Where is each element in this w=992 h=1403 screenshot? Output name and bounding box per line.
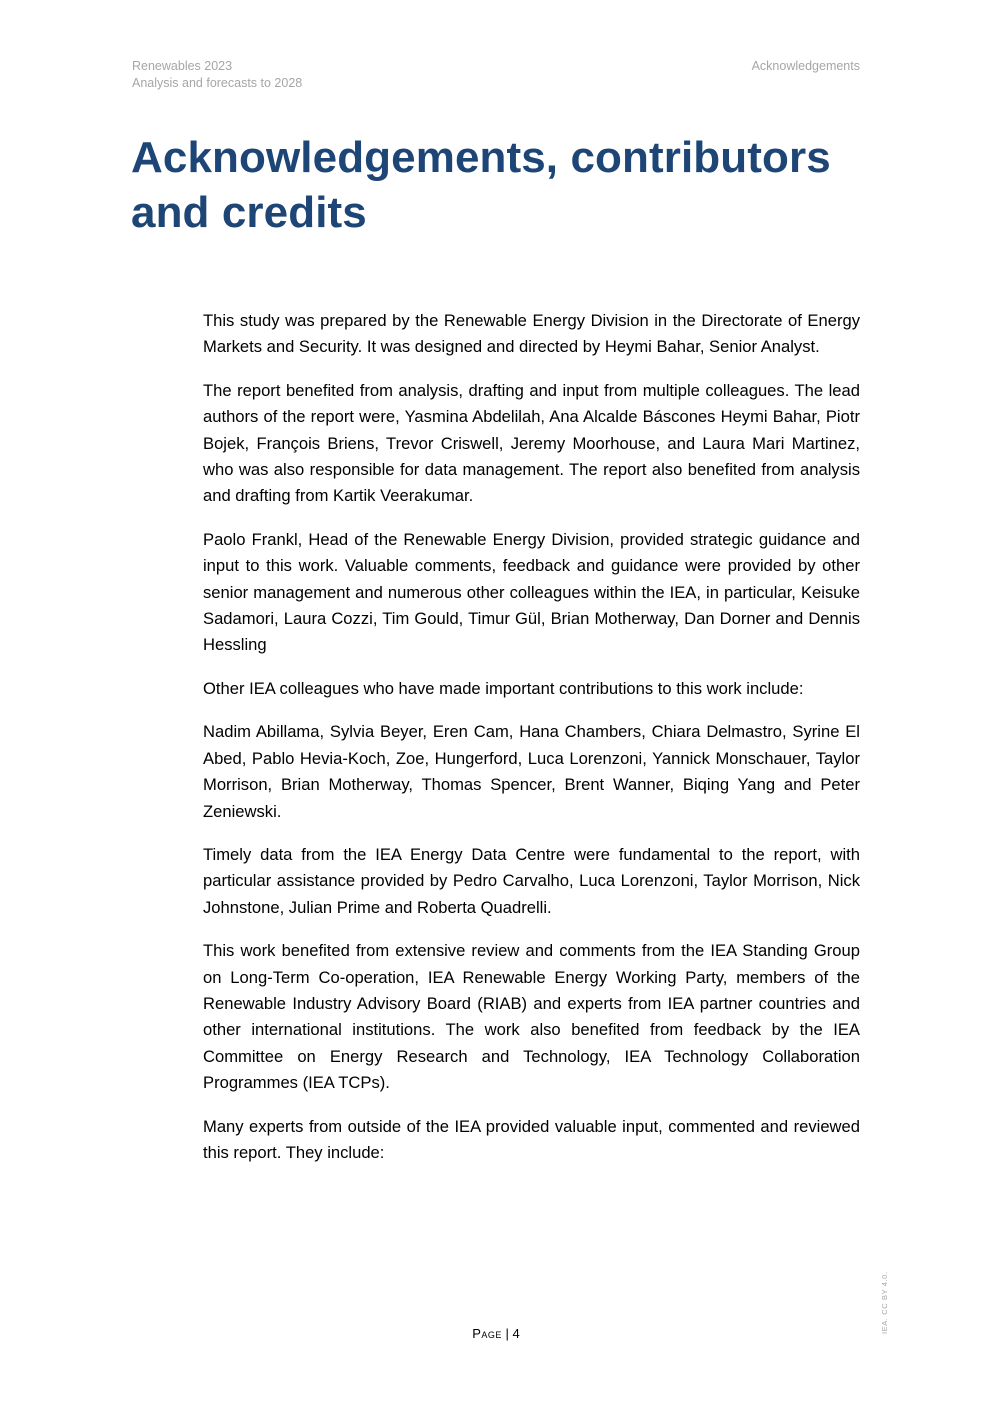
paragraph: Timely data from the IEA Energy Data Centre were fundamental to the report, with particular assistance provided by Pedro Carvalho, Luca Lorenzoni, Taylor Morrison, Nick Johnstone, Julian Prime and Roberta Quadrelli.	[203, 844, 860, 917]
running-header-left	[132, 58, 302, 92]
report-title: Renewables 2023	[132, 59, 233, 73]
page-label: Page	[472, 1326, 502, 1341]
license-note: IEA. CC BY 4.0.	[880, 1271, 889, 1334]
paragraph: Other IEA colleagues who have made important contributions to this work include:	[203, 678, 804, 698]
page-separator: |	[501, 1326, 513, 1341]
paragraph: Many experts from outside of the IEA provided valuable input, commented and reviewed this report. They include:	[203, 1116, 860, 1162]
paragraph: Paolo Frankl, Head of the Renewable Energy Division, provided strategic guidance and input to this work. Valuable comments, feedback and guidance were provided by other senior management and numerous other colleagues within the IEA, in particular, Keisuke Sadamori, Laura Cozzi, Tim Gould, Timur Gül, Brian Motherway, Dan Dorner and Dennis Hessling	[203, 529, 860, 655]
running-header-section: Acknowledgements	[751, 59, 860, 73]
paragraph: This study was prepared by the Renewable Energy Division in the Directorate of Energy Markets and Security. It was designed and directed by Heymi Bahar, Senior Analyst.	[203, 311, 860, 357]
paragraph: Nadim Abillama, Sylvia Beyer, Eren Cam, Hana Chambers, Chiara Delmastro, Syrine El Abed, Pablo Hevia-Koch, Zoe, Hungerford, Luca Lorenzoni, Yannick Monschauer, Taylor Morrison, Brian Motherway, Thomas Spencer, Brent Wanner, Biqing Yang and Peter Zeniewski.	[203, 722, 860, 821]
page-number: 4	[512, 1326, 520, 1341]
paragraph: This work benefited from extensive review and comments from the IEA Standing Group on Long-Term Co-operation, IEA Renewable Energy Working Party, members of the Renewable Industry Advisory Board (RIAB) and experts from IEA partner countries and other international institutions. The work also benefited from feedback by the IEA Committee on Energy Research and Technology, IEA Technology Collaboration Programmes (IEA TCPs).	[203, 941, 860, 1093]
body-text	[203, 308, 860, 1183]
report-subtitle: Analysis and forecasts to 2028	[132, 76, 303, 90]
paragraph: The report benefited from analysis, drafting and input from multiple colleagues. The lead authors of the report were, Yasmina Abdelilah, Ana Alcalde Báscones Heymi Bahar, Piotr Bojek, François Briens, Trevor Criswell, Jeremy Moorhouse, and Laura Mari Martinez, who was also responsible for data management. The report also benefited from analysis and drafting from Kartik Veerakumar.	[203, 380, 860, 506]
page-title: Acknowledgements, contributors and credits	[131, 133, 831, 237]
page-footer	[0, 1326, 992, 1342]
